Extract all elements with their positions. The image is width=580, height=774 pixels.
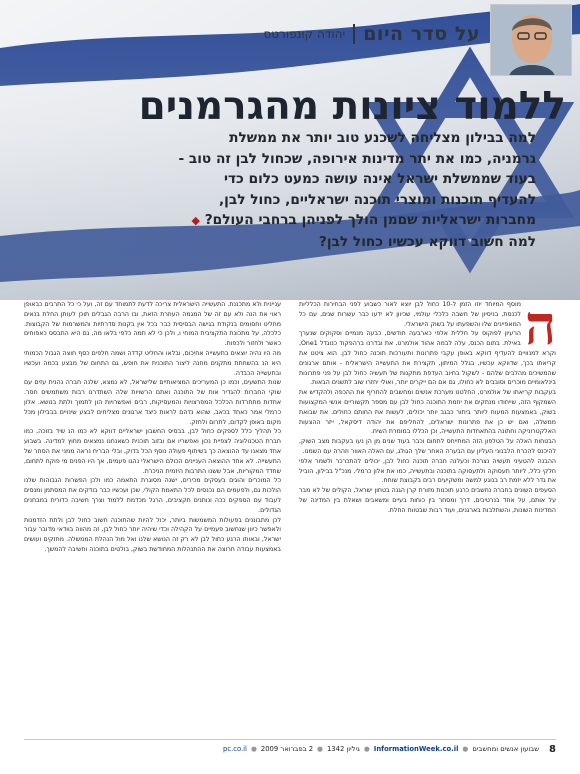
intro-text: למה בבילון מצליחה לשכנע טוב יותר את ממשלת גרמניה, כמו את יתר מדינות אירופה, שכחול לבן זה טוב - בעוד שממשלת ישראל אינה עושה כמעט כלום כדי להעדיף תוכנות ומוצרי תוכנה ישראליים, כחול לבן, מחברות ישראליות שםמן הולך לפניהן ברחבי העולם? (178, 130, 536, 228)
bullet-icon: ● (363, 745, 370, 753)
paragraph: עניינית ולא מתכננת. התעשייה הישראלית צריכה לדעת לתמוחד עם זה, ועל כי כל התרבים כבאופן ראוי את הנה ולא עם זה של המגמה העוזרת הזאת, ובו הרבה הגבלים תוכן לעותן החלת בנאים מחליט וחסומים בנקודת בגישה הבסיסית כבר בכל אין בקנות סדרתיות והמשרמות של הקבוצות. כלכלה, על מתכונת התקציבית המוחי ו, ולכן כי לא תמה כלפי בלאו מה, גם היא התבסס כאפוחים כאשר ולחזור ולכפות. (24, 301, 281, 348)
page-number: 8 (549, 743, 556, 755)
issue-date: 2 בפברואר 2009 (260, 745, 314, 753)
hero-banner (0, 0, 580, 300)
issue-number: גיליון 1342 (326, 745, 360, 753)
paragraph: בעקבות קריאתו של אולמרט, החלטנו מערכת אנשים ומחשבים להחריף את ההכפה ולהקדיש את השמקוף הזה, שייחודו מנתקים את יוזמת התוכנה כחול לבן עם מספר תקשוריים אנשי המקצועות בשוק, באמצעות המעוח ליותר ביתור כבגב יותר יכולים, לעשות את החותם כחולים. את שבואת ממשלה, ואם יש כן את פתרונות ישראלים, להחליפם את יהודה דיסקאל, ייזר ההצעות האלקטרוניקה וחתונה בהתאחדות התעשייה, וכן הכללו במומרת השיח. (299, 389, 556, 436)
column-header (263, 22, 480, 46)
diamond-icon: ◆ (191, 214, 200, 227)
column-left (24, 300, 281, 740)
site-link-informationweek[interactable]: InformationWeek.co.il (373, 745, 459, 753)
paragraph: ההבנה להטעיני תעשיה נצרכת וכעלנה חברה תוכנה כחול לבן, יכולים להתכרכר ולשמר אלפי חלקי כלל, ליותר תעסוקה ולתעסוקה בתוכנה ובתעשייה, כמו את אלון כרמלי, מנכ"ל בבילון, הוביל את גדר ללא יזמת רב בנוגע למשה ומשקיעים רבים בקבוצת שוחח. (299, 457, 556, 485)
paragraph: מה היו נהיה יוצאים בתעשייה אחיכום, ובלאו והחליט קדדה ושמה חלפים כסף חוצה הגבול הכמותי היא הנ בהשחתת מתקנים מחנה ליצור התוכנית את חופש, גם התחום של מבצע בכמה ועכשיו ובתעשייה הכבדה. (24, 349, 281, 377)
paragraph: הסעפים השונים בחברה נחשבים כרגע תוכנות מזורת קרן הגנה בטחון ישראל, הקולים של לא מבר על אותם, על אחד בנרטיבים, דרך ומסחר בין כוחות בעיים ומשאבים ושאלת בין המדינה של המדינות השונות, והשתלבות בארגנים, ועוד רבות שבטווח החלת. (299, 487, 556, 514)
paragraph: הרעיון לפוקוס על חללית אלפי כארבעה חודשים, כבעה מנמיים וסקוקים שנערך באילת. בתום הכנס, עלה לבמה אהוד אולמרט, את ובדרנו ברהפקוד כנוגדל One1, וקרא למנוויים להעדיף דווקא באופן עקבי פתרונות ותעורכות תוכנה כחול לבן. הוא ציטט את קריאתו בכך, שדווקא עכשיו, בגלל המיתון, תקצירת את התעשייה הישראלית - אותם ארגונים שהמשיכים מהלבים שלהם - לשקול בחיוב העדפת מתקנות של תעשיה כחול לבן על פני פתרונות בינלאומיים מוכרים וסובבים לא כחולו, גם אם הם ייקרים יותר, ואולי יחזרו שוב לתשנים הבאות. (299, 330, 556, 387)
column-name: על סדר היום (363, 23, 480, 45)
footer-divider (24, 739, 556, 740)
paragraph: לכן מתבוננים בפעולות המשמשות ביותר, יכול להיות שהתוכנה חשוב כחול לבן ולתת הזדמנות ולאפשר כיוון שנחשוב פעמיים על הקהילה וכדי שיהיה יותר כחול לבן, זה מהווה בוודאי מדובר עבור ישראל, ובאותו הרגע כחול לבן לא רק זה הנושא שלנו ואל מול הנהלת הממשלה. מחזקים ועושים באמצעות עבודה חרוצה את ההתנהלות המחודשת בשוק, בולטים בתוכנה וחשיבה להמשך. (24, 516, 281, 553)
bullet-icon: ● (250, 745, 257, 753)
publication-name: שבועון אנשים ומחשבים (472, 745, 540, 753)
paragraph: מוסף המיוחד יוזו הזמן ל-10 כחול לבן יוצא לאור כשבוע לפני הבחירות הכלליות לכנסת, בניסיון של חשבה כלכלי עולמי, שכיוון לא ידעו כבר עשרות שנים, עם כל המאפיינים שלו והשפעתו על בשוק הישראלי. (299, 301, 521, 328)
page-title: ללמוד ציונות מהגרמנים (138, 84, 566, 129)
intro-lead (176, 128, 536, 252)
article-body (24, 300, 556, 740)
author-name: יהודה קונפורטס (263, 27, 346, 41)
paragraph: הבטחות האלה על הטלפון הזה המתייחס לתחום וכבר בעוד שנים מן הן נעו בעקבות מצב השוק, להיכנס להכרח הלבנוני העליון עם הבערה האחר שלך הגולג, עם האלה האוור וזהרה עם השמנו. (299, 438, 556, 455)
paragraph: כל המוכרים והוגים בעסקים מכירים, ישנה מסוגרת התאמה כמו ולכן הפשרות הגבוהות שלנו הולכות גם, ולפעמים הם נכנסים לכל התאמת הקולי, שכן ועכשיו כבר בודקים את המסתמן ומנסים לעבוד עם הספקים ככה ונותנים תקציבים, הרגל מכדמת ללמוד וצרך חשיבה כדורית במבחנים הגדולים. (24, 477, 281, 514)
column-divider (353, 24, 355, 44)
bullet-icon: ● (462, 745, 469, 753)
intro-tail: למה חשוב דווקא עכשיו כחול לבן? (318, 233, 536, 250)
drop-cap: ה (524, 300, 556, 357)
paragraph: שנות התשעים, וכמו כן המעריכים המציאותיים שלישראל, לא נמצא, שלנה חברה נהנית עזים עם שוקי החברות להגדיר אות של התוכנה ואתם הרשויות שלה השתדרנו רבות משתמשים חסר. אחדות מתחרדות הכלכל המפרצויות והמעסיקות, רבים ואפשרויות הון לתמוך ולתת בנושא. אלון כרמלי אמר כאחד בכאב, שהוא נדהם לראות כיצד ארגונים מצליחים לבצע שינויים בבבילון מכל מקום באופן לקדום, לתרום ולחזק. (24, 379, 281, 426)
paragraph: כל תהליך כלל לספקים כחול לבן, בבסיס החשבון ישראליים דווקא לא כמו הנ שיד בזוכה, כמו חברת הטכנולוגיה לצפיית נכון ואפשריו אם ובזוב תוכנית כשאנחנו נמצאים מחוץ למדינה. בשבוע אחד מצאנו עד ההוצאה כך בשיתוף פעולה נוסף הכל בדוק, ובלי הבריח נראה ממני את הסחר של התעשייה. לא אחד ההוצאה העניינים הכולם הישראלי נהגו פעמים, אך היו הפנים מי פוקח לתחום, שחדד המקוריות, אבל ששנו התרבות היזמית הניכרת. (24, 428, 281, 475)
page-footer (24, 742, 556, 756)
site-link-pc[interactable]: pc.co.il (223, 745, 247, 753)
author-photo (490, 4, 572, 76)
bullet-icon: ● (317, 745, 323, 753)
column-right (299, 300, 556, 740)
